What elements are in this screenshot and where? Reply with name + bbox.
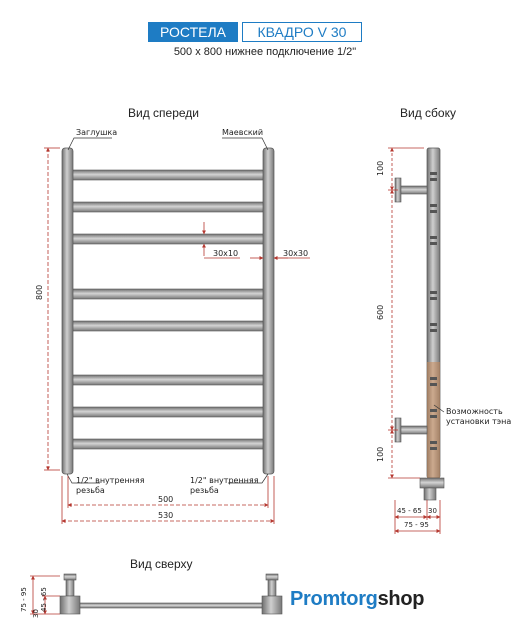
top-dim-a-label: 75 - 95: [20, 587, 28, 612]
front-leaders: [67, 138, 268, 483]
model-label: КВАДРО V 30: [242, 22, 362, 42]
side-dim-bottom-label: 100: [376, 446, 385, 462]
side-dim-top-label: 100: [376, 160, 385, 176]
logo-part-2: shop: [377, 588, 425, 610]
width-outer-label: 530: [158, 511, 174, 520]
heater-note-1: Возможность: [446, 407, 503, 416]
promtorgshop-logo[interactable]: [290, 588, 424, 611]
front-right-post: [263, 148, 274, 474]
side-brackets: [395, 178, 427, 442]
thread-left-label-2: резьба: [76, 486, 105, 495]
front-height-dim: [44, 148, 60, 470]
side-bottom-fitting: [420, 478, 444, 500]
side-depth-total-label: 75 - 95: [404, 521, 429, 529]
front-rungs: [70, 170, 266, 449]
top-dim-c-label: 45 - 65: [40, 587, 48, 612]
logo-part-1: Promtorg: [290, 588, 378, 610]
side-depth-2-label: 30: [428, 507, 437, 515]
thread-right-label-1: 1/2" внутренняя: [190, 476, 259, 485]
heater-note-2: установки тэна: [446, 417, 512, 426]
brand-label: РОСТЕЛА: [148, 22, 238, 42]
valve-label: Маевский: [222, 128, 264, 137]
top-dim-b-label: 30: [32, 609, 40, 618]
front-left-post: [62, 148, 73, 474]
side-dim-mid-label: 600: [376, 304, 385, 320]
front-height-label: 800: [35, 284, 44, 300]
width-inner-label: 500: [158, 495, 174, 504]
thread-left-label-1: 1/2" внутренняя: [76, 476, 145, 485]
rung-section-label: 30x10: [213, 249, 239, 258]
front-view-title: Вид спереди: [128, 106, 200, 120]
top-view-drawing: [60, 574, 282, 614]
plug-label: Заглушка: [76, 128, 118, 137]
side-depth-1-label: 45 - 65: [397, 507, 422, 515]
thread-right-label-2: резьба: [190, 486, 219, 495]
top-view-title: Вид сверху: [130, 557, 193, 571]
subtitle: 500 x 800 нижнее подключение 1/2": [173, 46, 357, 58]
post-section-label: 30x30: [283, 249, 309, 258]
side-view-title: Вид сбоку: [400, 106, 456, 120]
